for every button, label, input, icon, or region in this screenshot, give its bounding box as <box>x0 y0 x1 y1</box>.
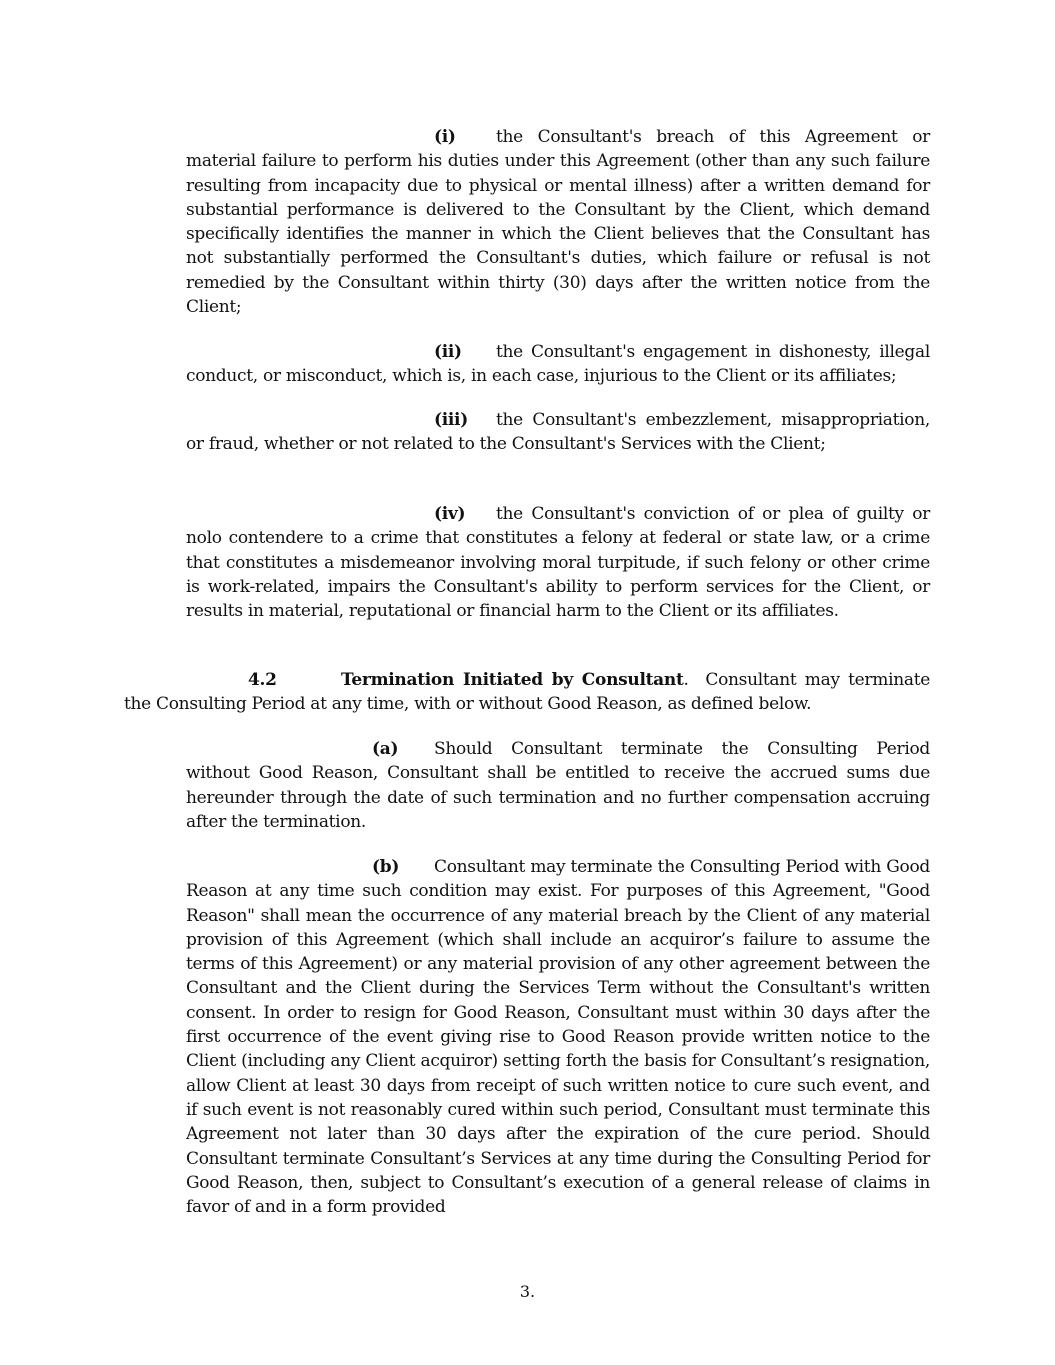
clause-ii <box>186 340 930 389</box>
subsection-label: (b) <box>372 857 400 877</box>
clause-text: the Consultant's conviction of or plea of guilty or nolo contendere to a crime that constitutes a felony at federal or state law, or a crime that constitutes a misdemeanor involving moral turpitude, if such felony or other crime is work-related, impairs the Consultant's ability to perform services for the Client, or results in material, reputational or financial harm to the Client or its affiliates. <box>186 504 930 622</box>
section-title: Termination Initiated by Consultant <box>341 670 684 690</box>
section-title-punct: . <box>683 670 689 690</box>
clause-i <box>186 125 930 319</box>
clause-iii <box>186 408 930 457</box>
clause-text: the Consultant's breach of this Agreement or material failure to perform his duties under this Agreement (other than any such failure resulting from incapacity due to physical or mental illness) after a written demand for substantial performance is delivered to the Consultant by the Client, which demand specifically identifies the manner in which the Client believes that the Consultant has not substantially performed the Consultant's duties, which failure or refusal is not remedied by the Consultant within thirty (30) days after the written notice from the Client; <box>186 127 930 318</box>
subsection-text: Should Consultant terminate the Consulting Period without Good Reason, Consultant shall be entitled to receive the accrued sums due hereunder through the date of such termination and no further compensation accruing after the termination. <box>186 739 930 832</box>
subsection-b <box>186 855 930 1219</box>
clause-text: the Consultant's embezzlement, misappropriation, or fraud, whether or not related to the Consultant's Services with the Client; <box>186 410 930 455</box>
clause-text: the Consultant's engagement in dishonesty, illegal conduct, or misconduct, which is, in each case, injurious to the Client or its affiliates; <box>186 342 930 387</box>
page-number: 3. <box>519 1282 536 1301</box>
section-4-2 <box>124 668 930 717</box>
section-text: Consultant may terminate the Consulting Period at any time, with or without Good Reason, as defined below. <box>124 670 930 715</box>
clause-label: (iii) <box>434 410 468 430</box>
clause-label: (ii) <box>434 342 462 362</box>
section-number: 4.2 <box>248 670 277 690</box>
subsection-label: (a) <box>372 739 399 759</box>
subsection-text: Consultant may terminate the Consulting Period with Good Reason at any time such condition may exist. For purposes of this Agreement, "Good Reason" shall mean the occurrence of any material breach by the Client of any material provision of this Agreement (which shall include an acquiror’s failure to assume the terms of this Agreement) or any material provision of any other agreement between the Consultant and the Client during the Services Term without the Consultant's written consent. In order to resign for Good Reason, Consultant must within 30 days after the first occurrence of the event giving rise to Good Reason provide written notice to the Client (including any Client acquiror) setting forth the basis for Consultant’s resignation, allow Client at least 30 days from receipt of such written notice to cure such event, and if such event is not reasonably cured within such period, Consultant must terminate this Agreement not later than 30 days after the expiration of the cure period. Should Consultant terminate Consultant’s Services at any time during the Consulting Period for Good Reason, then, subject to Consultant’s execution of a general release of claims in favor of and in a form provided <box>186 857 930 1218</box>
clause-iv <box>186 502 930 623</box>
clause-label: (iv) <box>434 504 466 524</box>
subsection-a <box>186 737 930 834</box>
clause-label: (i) <box>434 127 456 147</box>
